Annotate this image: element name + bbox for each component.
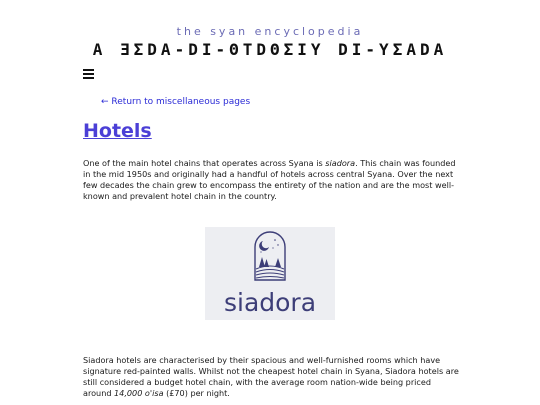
intro-text-start: One of the main hotel chains that operates across Syana is	[83, 158, 326, 168]
star-icon	[260, 251, 261, 252]
description-text-end: (£70) per night.	[163, 388, 230, 398]
brand-name-emphasis: siadora	[325, 158, 356, 168]
page-title: Hotels	[83, 120, 152, 142]
back-to-misc-link[interactable]: ← Return to miscellaneous pages	[101, 97, 251, 107]
site-title[interactable]: A ƎΣDA-DI-ΘTDΘΣIY DI-YΣADA	[92, 40, 448, 59]
hamburger-menu-icon[interactable]	[83, 66, 95, 82]
tree-icon	[259, 257, 265, 267]
description-text-start: Siadora hotels are characterised by their spacious and well-furnished rooms which have signature red-painted walls. Whilst not the cheapest hotel chain in Syana, Siadora hotels are still considered a budget hotel chain, with the average room nation-wide being priced around	[83, 355, 459, 398]
description-paragraph	[83, 355, 461, 399]
tree-icon	[275, 258, 281, 267]
price-emphasis: 14,000 o'isa	[114, 388, 164, 398]
siadora-logo	[205, 227, 335, 320]
logo-wordmark: siadora	[223, 288, 317, 317]
star-icon	[277, 244, 278, 245]
star-icon	[274, 239, 276, 241]
star-icon	[272, 247, 273, 248]
intro-text-end: . This chain was founded in the mid 1950s and originally had a handful of hotels across central Syana. Over the next few decades the chain grew to encompass the entirety of the nation and are the most well-known and prevalent hotel chain in the country.	[83, 158, 456, 201]
siadora-logo-image	[205, 227, 335, 320]
site-subtitle: the syan encyclopedia	[176, 25, 364, 38]
moon-icon	[259, 241, 269, 251]
intro-paragraph	[83, 158, 461, 202]
